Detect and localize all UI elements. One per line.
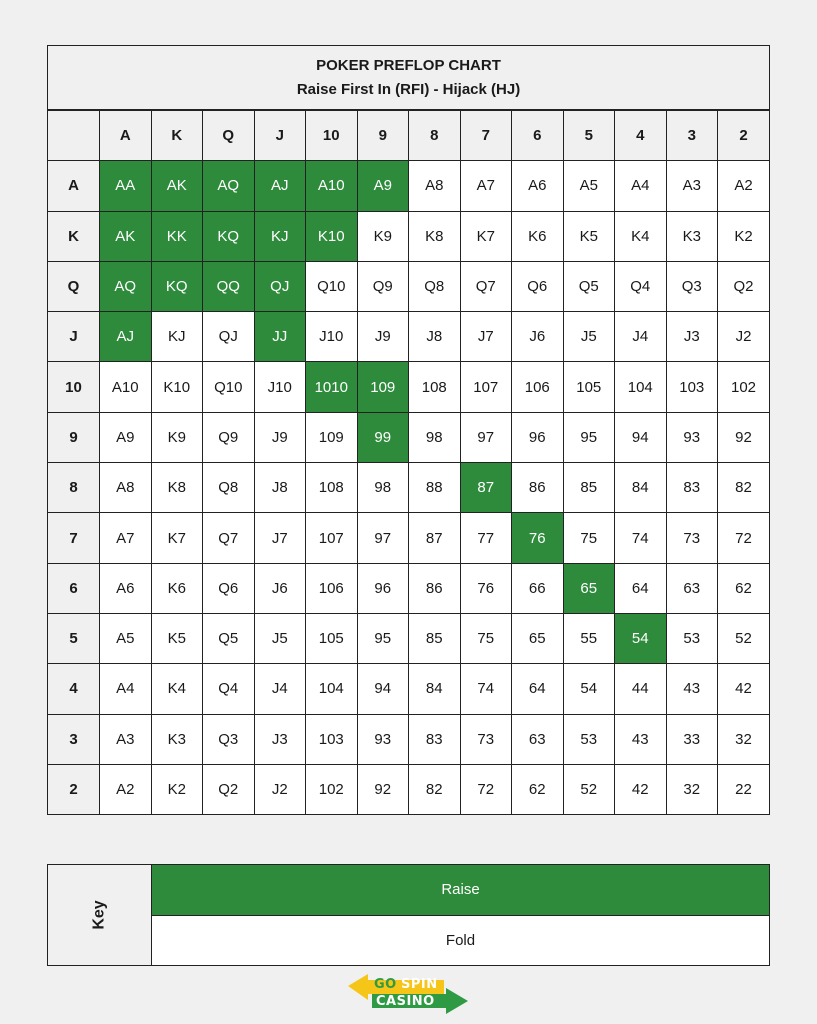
table-row [48,513,769,563]
hand-cell-fold: 65 [512,613,564,663]
hand-cell-fold: KJ [151,312,203,362]
hand-cell-fold: 84 [615,463,667,513]
row-header: K [48,211,100,261]
hand-cell-fold: 53 [666,613,718,663]
row-header: 10 [48,362,100,412]
hand-cell-fold: Q3 [666,261,718,311]
column-header: A [100,111,152,161]
hand-cell-fold: Q4 [615,261,667,311]
chart-title: POKER PREFLOP CHART [316,56,501,74]
hand-cell-fold: K8 [151,463,203,513]
key-rows [152,865,769,965]
table-row [48,563,769,613]
hand-cell-fold: K3 [151,714,203,764]
hand-cell-fold: 62 [512,764,564,814]
row-header: 5 [48,613,100,663]
hand-cell-fold: J8 [254,463,306,513]
hand-cell-fold: K5 [151,613,203,663]
hand-cell-fold: Q10 [306,261,358,311]
hand-cell-fold: K6 [151,563,203,613]
hand-cell-raise: AQ [100,261,152,311]
hand-cell-fold: 74 [460,664,512,714]
row-header: 9 [48,412,100,462]
column-header: 4 [615,111,667,161]
logo-spin: SPIN [401,977,438,992]
hand-cell-fold: J9 [254,412,306,462]
row-header: J [48,312,100,362]
hand-cell-raise: K10 [306,211,358,261]
column-header: K [151,111,203,161]
hand-cell-fold: 104 [615,362,667,412]
hand-cell-fold: 32 [666,764,718,814]
hand-cell-fold: A10 [100,362,152,412]
hand-cell-fold: A3 [666,161,718,211]
row-header: 2 [48,764,100,814]
hand-cell-fold: J10 [306,312,358,362]
hand-cell-fold: Q9 [203,412,255,462]
hand-cell-fold: 64 [615,563,667,613]
hand-cell-fold: J7 [254,513,306,563]
hand-cell-fold: J6 [254,563,306,613]
hand-cell-fold: 88 [409,463,461,513]
hand-cell-fold: 62 [718,563,770,613]
hand-cell-raise: KQ [203,211,255,261]
row-header: 6 [48,563,100,613]
hand-cell-fold: Q7 [460,261,512,311]
hand-cell-raise: 76 [512,513,564,563]
hand-cell-fold: 43 [615,714,667,764]
column-header: 3 [666,111,718,161]
hand-cell-fold: 76 [460,563,512,613]
table-row [48,714,769,764]
logo-go: GO [374,977,397,992]
preflop-chart [47,45,770,815]
column-header: 2 [718,111,770,161]
hand-cell-raise: 1010 [306,362,358,412]
hand-cell-raise: AJ [100,312,152,362]
row-header: A [48,161,100,211]
hand-cell-fold: J4 [254,664,306,714]
hand-cell-fold: A2 [100,764,152,814]
hand-cell-fold: QJ [203,312,255,362]
hand-cell-fold: A9 [100,412,152,462]
hand-cell-fold: 95 [357,613,409,663]
hand-cell-fold: 32 [718,714,770,764]
table-row [48,664,769,714]
table-row [48,463,769,513]
hand-cell-fold: Q9 [357,261,409,311]
hand-cell-fold: 82 [718,463,770,513]
key-label: Key [90,900,108,930]
hand-cell-fold: J7 [460,312,512,362]
hand-cell-fold: 97 [357,513,409,563]
hand-cell-fold: K3 [666,211,718,261]
hand-cell-fold: 97 [460,412,512,462]
hand-cell-fold: K5 [563,211,615,261]
hand-cell-fold: K2 [151,764,203,814]
hand-cell-fold: 64 [512,664,564,714]
hand-cell-fold: 102 [306,764,358,814]
hand-cell-fold: 55 [563,613,615,663]
hand-cell-fold: 96 [357,563,409,613]
key-fold: Fold [152,916,769,966]
hand-cell-fold: 43 [666,664,718,714]
table-row [48,161,769,211]
hand-cell-fold: 66 [512,563,564,613]
hand-cell-fold: 98 [409,412,461,462]
column-header: J [254,111,306,161]
hand-cell-fold: A7 [460,161,512,211]
hand-cell-raise: KJ [254,211,306,261]
hand-cell-fold: J5 [563,312,615,362]
table-row [48,412,769,462]
hand-cell-fold: 108 [306,463,358,513]
column-header: 6 [512,111,564,161]
hand-cell-fold: Q10 [203,362,255,412]
hand-cell-fold: 63 [666,563,718,613]
hand-cell-fold: J10 [254,362,306,412]
hand-cell-raise: QQ [203,261,255,311]
hand-cell-fold: 95 [563,412,615,462]
hand-cell-fold: J2 [254,764,306,814]
hand-cell-fold: A7 [100,513,152,563]
hand-cell-fold: A3 [100,714,152,764]
hand-cell-fold: A4 [100,664,152,714]
hand-cell-fold: 85 [409,613,461,663]
hand-cell-fold: 33 [666,714,718,764]
hand-cell-fold: 77 [460,513,512,563]
hand-cell-fold: 96 [512,412,564,462]
row-header: 4 [48,664,100,714]
column-header: 9 [357,111,409,161]
hand-cell-fold: 108 [409,362,461,412]
gospin-casino-logo [348,972,470,1016]
key-raise: Raise [152,865,769,916]
hand-cell-raise: 87 [460,463,512,513]
hand-cell-fold: J2 [718,312,770,362]
hand-cell-fold: K2 [718,211,770,261]
hand-cell-fold: 103 [306,714,358,764]
row-header: Q [48,261,100,311]
hand-cell-raise: JJ [254,312,306,362]
hand-cell-fold: 72 [718,513,770,563]
column-header: 7 [460,111,512,161]
legend-key [47,864,770,966]
hand-cell-raise: 65 [563,563,615,613]
hand-cell-raise: AQ [203,161,255,211]
hand-cell-raise: 109 [357,362,409,412]
row-header: 7 [48,513,100,563]
table-row [48,261,769,311]
hand-cell-fold: J4 [615,312,667,362]
table-row [48,613,769,663]
hand-cell-fold: 103 [666,362,718,412]
hand-cell-fold: Q2 [203,764,255,814]
hand-cell-fold: 72 [460,764,512,814]
hand-cell-fold: K4 [615,211,667,261]
chart-header [48,46,769,110]
hand-cell-fold: 42 [615,764,667,814]
hand-cell-fold: 75 [460,613,512,663]
hand-cell-fold: J8 [409,312,461,362]
hand-cell-fold: 87 [409,513,461,563]
hand-cell-fold: 52 [563,764,615,814]
hand-cell-raise: AJ [254,161,306,211]
hand-cell-fold: Q6 [512,261,564,311]
hand-cell-fold: 109 [306,412,358,462]
hand-cell-fold: 106 [306,563,358,613]
hand-cell-fold: 84 [409,664,461,714]
hand-cell-fold: K8 [409,211,461,261]
hand-cell-fold: A5 [100,613,152,663]
hand-cell-fold: Q7 [203,513,255,563]
hand-cell-raise: 99 [357,412,409,462]
hand-cell-fold: K7 [151,513,203,563]
hand-cell-raise: AA [100,161,152,211]
hand-cell-fold: 53 [563,714,615,764]
row-header: 3 [48,714,100,764]
hand-cell-fold: 52 [718,613,770,663]
row-header: 8 [48,463,100,513]
hand-cell-fold: 92 [357,764,409,814]
hand-cell-fold: 107 [306,513,358,563]
hand-cell-fold: 98 [357,463,409,513]
hand-cell-fold: K9 [357,211,409,261]
column-header: 8 [409,111,461,161]
hand-cell-fold: J5 [254,613,306,663]
hand-cell-raise: KQ [151,261,203,311]
hand-cell-fold: 86 [409,563,461,613]
hand-cell-fold: Q4 [203,664,255,714]
hand-cell-fold: A8 [409,161,461,211]
hand-cell-fold: 107 [460,362,512,412]
hand-cell-fold: A6 [100,563,152,613]
hand-cell-fold: J9 [357,312,409,362]
hand-cell-fold: 94 [615,412,667,462]
hand-cell-fold: Q5 [203,613,255,663]
hand-cell-fold: A2 [718,161,770,211]
logo-casino: CASINO [376,994,435,1009]
table-row [48,362,769,412]
hand-cell-fold: 102 [718,362,770,412]
hand-cell-raise: KK [151,211,203,261]
hand-cell-fold: Q2 [718,261,770,311]
hand-cell-fold: K9 [151,412,203,462]
hand-cell-fold: J3 [254,714,306,764]
hand-cell-fold: 22 [718,764,770,814]
hand-cell-raise: A9 [357,161,409,211]
hand-cell-fold: 74 [615,513,667,563]
hand-cell-fold: 42 [718,664,770,714]
column-header: 5 [563,111,615,161]
hand-cell-fold: 44 [615,664,667,714]
hand-cell-fold: 75 [563,513,615,563]
corner-cell [48,111,100,161]
hand-cell-fold: 106 [512,362,564,412]
hand-cell-fold: J6 [512,312,564,362]
hand-cell-fold: 93 [666,412,718,462]
hand-cell-fold: 73 [460,714,512,764]
hand-cell-fold: 82 [409,764,461,814]
hand-cell-fold: 54 [563,664,615,714]
hand-cell-fold: 94 [357,664,409,714]
hand-cell-raise: A10 [306,161,358,211]
column-header-row [48,111,769,161]
hand-cell-fold: 83 [409,714,461,764]
hand-cell-fold: 86 [512,463,564,513]
hand-cell-fold: 105 [563,362,615,412]
hand-cell-fold: Q8 [409,261,461,311]
hand-cell-fold: J3 [666,312,718,362]
hand-cell-raise: AK [100,211,152,261]
table-row [48,312,769,362]
hand-cell-fold: Q3 [203,714,255,764]
hand-cell-fold: Q5 [563,261,615,311]
hand-cell-raise: AK [151,161,203,211]
hand-cell-fold: A5 [563,161,615,211]
hand-cell-fold: 73 [666,513,718,563]
hand-cell-fold: 83 [666,463,718,513]
hand-cell-fold: A4 [615,161,667,211]
hand-cell-fold: 92 [718,412,770,462]
key-label-cell [48,865,152,965]
hand-cell-fold: 105 [306,613,358,663]
hand-cell-fold: Q6 [203,563,255,613]
table-row [48,211,769,261]
hand-cell-fold: 93 [357,714,409,764]
column-header: Q [203,111,255,161]
hand-cell-fold: 104 [306,664,358,714]
hand-cell-fold: K6 [512,211,564,261]
hand-cell-fold: A8 [100,463,152,513]
hand-cell-fold: A6 [512,161,564,211]
hand-cell-fold: 85 [563,463,615,513]
chart-subtitle: Raise First In (RFI) - Hijack (HJ) [296,80,521,98]
table-row [48,764,769,814]
hand-cell-fold: Q8 [203,463,255,513]
hand-cell-raise: 54 [615,613,667,663]
hand-grid [48,110,769,814]
column-header: 10 [306,111,358,161]
hand-cell-fold: K4 [151,664,203,714]
hand-cell-raise: QJ [254,261,306,311]
hand-cell-fold: K7 [460,211,512,261]
hand-cell-fold: K10 [151,362,203,412]
hand-cell-fold: 63 [512,714,564,764]
